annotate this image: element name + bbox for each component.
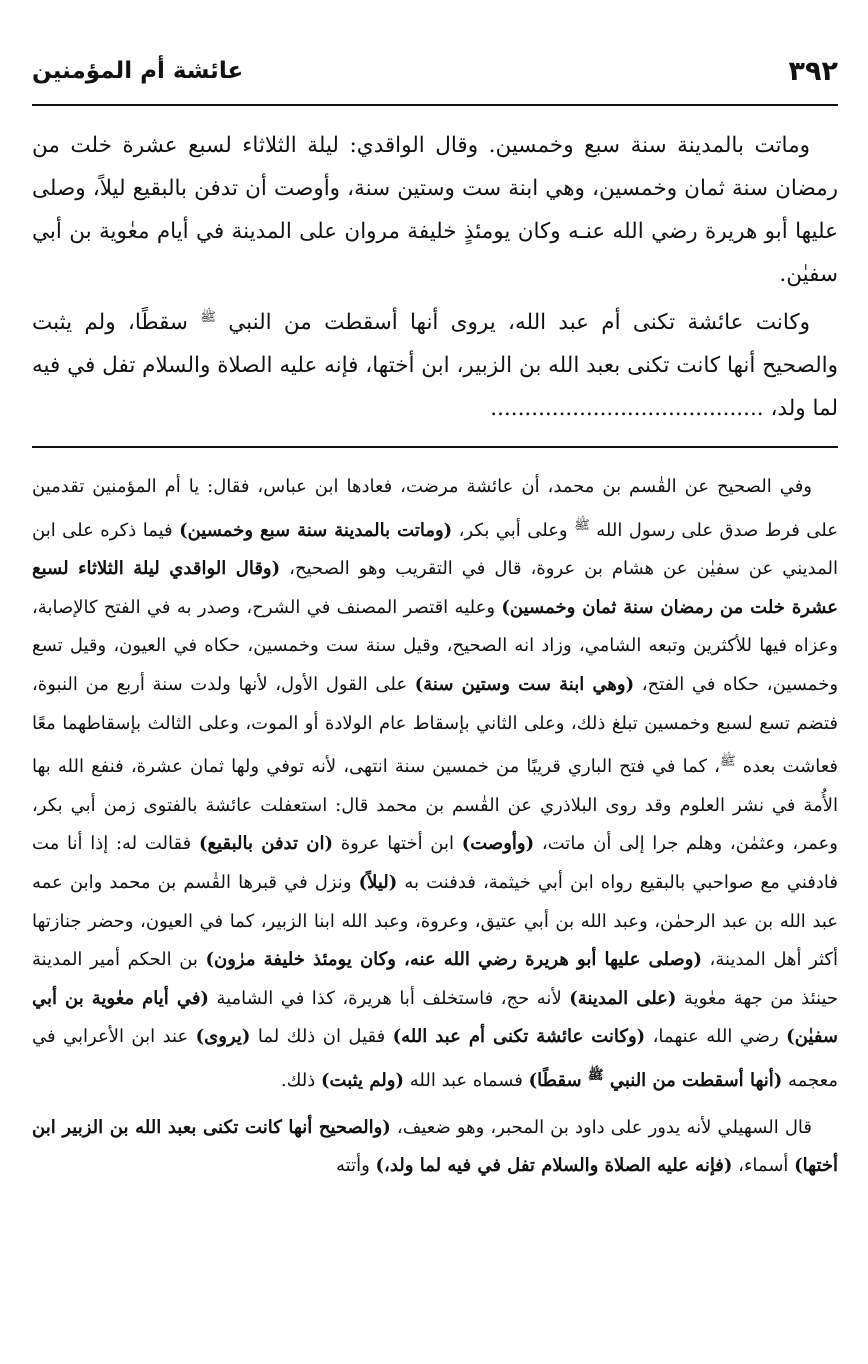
commentary-text: عند ابن الأعرابي في معجمه [32, 1026, 838, 1091]
quoted-text: (وهي ابنة ست وستين سنة) [414, 673, 635, 695]
quoted-text: (وقال الواقدي ليلة الثلاثاء لسبع عشرة خلت من رمضان سنة ثمان وخمسين) [32, 558, 838, 618]
commentary-text: بن الحكم أمير المدينة حينئذ من جهة معٰوية [32, 949, 839, 1009]
quoted-text: (ولم يثبت) [321, 1069, 405, 1091]
main-paragraph [32, 296, 838, 430]
quoted-text: (يروى) [195, 1026, 251, 1048]
commentary-text: فقالت له: إذا أنا مت فادفني مع صواحبي بالبقيع رواه ابن أبي خيثمة، فدفنت به [32, 833, 838, 893]
page-header [32, 48, 838, 94]
commentary-text: وعليه اقتصر المصنف في الشرح، وصدر به في الفتح كالإصابة، وعزاه فيها للأكثرين وتبعه الشامي، وزاد انه الصحيح، وقيل سنة ست وخمسين، حكاه في العيون، وقيل تسع وخمسين، حكاه في الفتح، [32, 596, 839, 695]
commentary-text: ، كما في فتح الباري قريبًا من خمسين سنة انتهى، لأنه توفي ولها ثمان عشرة، فنفع الله بها الأُمة في نشر العلوم وقد روى البلاذري عن القٰسم بن محمد قال: استعفلت عائشة بالفتوى زمن أبي بكر، وعمر، وعثمٰن، وهلم جرا إلى أن ماتت، [32, 756, 838, 855]
commentary-paragraph [32, 468, 838, 1101]
main-text-fragment: وكانت عائشة تكنى أم عبد الله، يروى أنها أسقطت من النبي [228, 310, 811, 336]
quoted-text: (أنها أسقطت من النبي [603, 1069, 783, 1091]
salla-ligature: ﷺ [574, 517, 590, 533]
quoted-text: (وصلى عليها أبو هريرة رضي الله عنه، وكان يومئذ خليفة مرٰون) [205, 949, 702, 971]
running-title: عائشة أم المؤمنين [32, 58, 244, 84]
salla-ligature: ﷺ [200, 310, 216, 325]
header-divider [32, 104, 838, 106]
quoted-text: (وماتت بالمدينة سنة سبع وخمسين) [179, 519, 453, 541]
commentary-text: ذلك. [280, 1069, 321, 1091]
quoted-text: سقطًا) [528, 1069, 588, 1091]
commentary [32, 468, 838, 1186]
commentary-text: وعلى أبي بكر، [452, 519, 575, 541]
quoted-text: (ليلاً) [358, 871, 398, 893]
quoted-text: (في أيام معٰوية بن أبي سفيٰن) [32, 987, 839, 1048]
footnote-divider [32, 446, 838, 448]
quoted-text: (وأوصت) [461, 833, 535, 855]
commentary-text: قال السهيلي لأنه يدور على داود بن المحبر، وهو ضعيف، [390, 1116, 812, 1138]
commentary-text: لأنه حج، فاستخلف أبا هريرة، كذا في الشامية [208, 987, 570, 1009]
quoted-text: (والصحيح أنها كانت تكنى بعبد الله بن الزبير ابن أختها) [32, 1116, 838, 1177]
main-text-fragment: سقطًا، ولم يثبت والصحيح أنها كانت تكنى بعبد الله بن الزبير، ابن أختها، فإنه عليه الصلاة والسلام تفل في فيه لما ولد، [32, 310, 838, 422]
quoted-text: (وكانت عائشة تكنى أم عبد الله) [392, 1026, 646, 1048]
main-text [32, 124, 838, 430]
commentary-text: على القول الأول، لأنها ولدت سنة أربع من النبوة، فتضم تسع لسبع وخمسين تبلغ ذلك، وعلى الثاني بإسقاط عام الولادة أو الموت، وعلى الثالث بإسقاطهما معًا فعاشت بعده [32, 673, 839, 778]
commentary-text: رضي الله عنهما، [645, 1026, 787, 1048]
main-paragraph: وماتت بالمدينة سنة سبع وخمسين. وقال الواقدي: ليلة الثلاثاء لسبع عشرة خلت من رمضان سنة ثمان وخمسين، وهي ابنة ست وستين سنة، وأوصت أن تدفن بالبقيع ليلاً، وصلى عليها أبو هريرة رضي الله عنـه وكان يومئذٍ خليفة مروان على المدينة في أيام معٰوية بن أبي سفيٰن. [32, 133, 838, 287]
commentary-text: أسماء، [732, 1155, 795, 1177]
commentary-text: فسماه عبد الله [404, 1069, 529, 1091]
quoted-text: (على المدينة) [569, 987, 677, 1009]
commentary-text: ونزل في قبرها القٰسم بن محمد وابن عمه عبد الله بن عبد الرحمٰن، وعبد الله بن أبي عتيق، وعروة، وعبد الله ابنا الزبير، كما في العيون، وحضر جنازتها أكثر أهل المدينة، [32, 871, 839, 971]
commentary-text: وفي الصحيح عن القٰسم بن محمد، أن عائشة مرضت، فعادها ابن عباس، فقال: يا أم المؤمنين تقدمين على فرط صدق على رسول الله [32, 476, 838, 541]
quoted-text: (ان تدفن بالبقيع) [198, 833, 334, 855]
commentary-text: ابن أختها عروة [333, 833, 462, 855]
commentary-paragraph [32, 1109, 838, 1186]
salla-ligature: ﷺ [720, 754, 736, 770]
commentary-text: فيما ذكره على ابن المديني عن سفيٰن عن هشام بن عروة، قال في التقريب وهو الصحيح، [32, 519, 838, 580]
salla-ligature: ﷺ [587, 1067, 604, 1083]
quoted-text: (فإنه عليه الصلاة والسلام تفل في فيه لما ولد،) [375, 1155, 733, 1177]
dotted-leader: ........................................ [490, 396, 764, 422]
page-number: ٣٩٢ [788, 55, 838, 87]
commentary-text: وأتته [335, 1155, 376, 1177]
commentary-text: فقيل ان ذلك لما [250, 1026, 393, 1048]
